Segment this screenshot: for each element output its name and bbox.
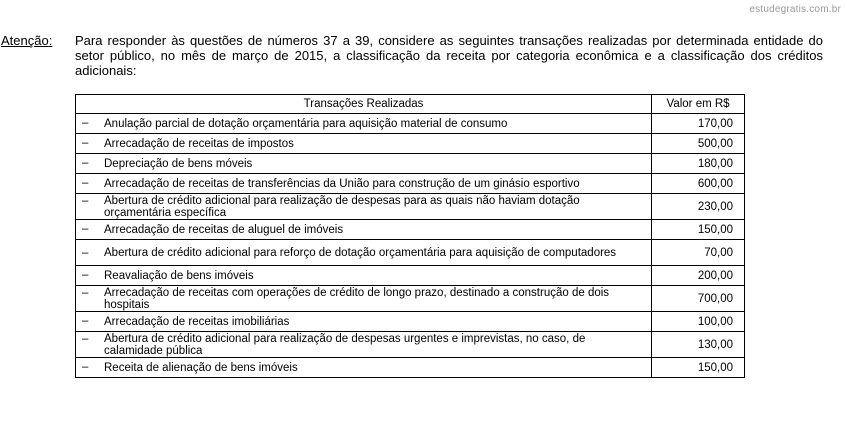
row-dash: – xyxy=(82,332,89,345)
table-row xyxy=(76,194,745,220)
table-row xyxy=(76,134,745,154)
table-row xyxy=(76,114,745,134)
header-description: Transações Realizadas xyxy=(76,95,652,114)
row-description: Arrecadação de receitas imobiliárias xyxy=(104,315,290,328)
row-description: Arrecadação de receitas de transferências da União para construção de um ginásio esportivo xyxy=(104,177,580,190)
row-dash: – xyxy=(82,268,89,281)
row-description: Arrecadação de receitas com operações de crédito de longo prazo, destinado a construção de dois hospitais xyxy=(104,286,610,311)
table-row xyxy=(76,154,745,174)
header-value: Valor em R$ xyxy=(652,95,745,114)
row-dash: – xyxy=(82,246,89,259)
table-row xyxy=(76,220,745,240)
row-value: 100,00 xyxy=(652,312,745,332)
row-description: Arrecadação de receitas de impostos xyxy=(104,137,294,150)
table-row xyxy=(76,332,745,358)
row-value: 700,00 xyxy=(652,286,745,312)
row-description: Anulação parcial de dotação orçamentária para aquisição material de consumo xyxy=(104,117,508,130)
row-value: 150,00 xyxy=(652,220,745,240)
table-row xyxy=(76,266,745,286)
row-description-cell xyxy=(76,174,652,194)
row-value: 170,00 xyxy=(652,114,745,134)
table-row xyxy=(76,174,745,194)
row-description: Abertura de crédito adicional para realização de despesas para as quais não haviam dotação orçamentária específica xyxy=(104,194,580,219)
row-description: Depreciação de bens móveis xyxy=(104,157,253,170)
row-dash: – xyxy=(82,136,89,149)
row-description-cell xyxy=(76,266,652,286)
row-description-cell xyxy=(76,220,652,240)
table-row xyxy=(76,240,745,266)
transactions-table xyxy=(75,94,745,378)
table-row xyxy=(76,358,745,378)
row-value: 150,00 xyxy=(652,358,745,378)
row-description-cell xyxy=(76,286,652,312)
row-description-cell xyxy=(76,194,652,220)
row-description-cell xyxy=(76,358,652,378)
attention-paragraph: Para responder às questões de números 37 a 39, considere as seguintes transações realizadas por determinada entidade do setor público, no mês de março de 2015, a classificação da receita por categoria econômica e a classificação dos créditos adicionais: xyxy=(75,33,823,78)
row-dash: – xyxy=(82,314,89,327)
table-row xyxy=(76,286,745,312)
row-value: 130,00 xyxy=(652,332,745,358)
row-description-cell xyxy=(76,332,652,358)
row-description-cell xyxy=(76,312,652,332)
row-dash: – xyxy=(82,156,89,169)
watermark: estudegratis.com.br xyxy=(749,4,841,15)
row-value: 70,00 xyxy=(652,240,745,266)
row-description-cell xyxy=(76,154,652,174)
row-dash: – xyxy=(82,176,89,189)
row-value: 500,00 xyxy=(652,134,745,154)
row-description: Receita de alienação de bens imóveis xyxy=(104,361,298,374)
row-value: 230,00 xyxy=(652,194,745,220)
attention-label xyxy=(1,33,52,48)
row-value: 200,00 xyxy=(652,266,745,286)
row-dash: – xyxy=(82,286,89,299)
attention-label-colon: : xyxy=(48,33,53,48)
row-dash: – xyxy=(82,360,89,373)
table-header-row xyxy=(76,95,745,114)
attention-label-text: Atenção xyxy=(1,33,49,48)
row-description: Arrecadação de receitas de aluguel de imóveis xyxy=(104,223,344,236)
row-description-cell xyxy=(76,240,652,266)
row-description: Abertura de crédito adicional para reforço de dotação orçamentária para aquisição de computadores xyxy=(104,246,617,259)
table-row xyxy=(76,312,745,332)
row-dash: – xyxy=(82,222,89,235)
row-value: 180,00 xyxy=(652,154,745,174)
row-description: Abertura de crédito adicional para realização de despesas urgentes e imprevistas, no caso, de calamidade pública xyxy=(104,332,586,357)
row-description: Reavaliação de bens imóveis xyxy=(104,269,254,282)
row-dash: – xyxy=(82,116,89,129)
row-dash: – xyxy=(82,194,89,207)
row-value: 600,00 xyxy=(652,174,745,194)
row-description-cell xyxy=(76,114,652,134)
row-description-cell xyxy=(76,134,652,154)
